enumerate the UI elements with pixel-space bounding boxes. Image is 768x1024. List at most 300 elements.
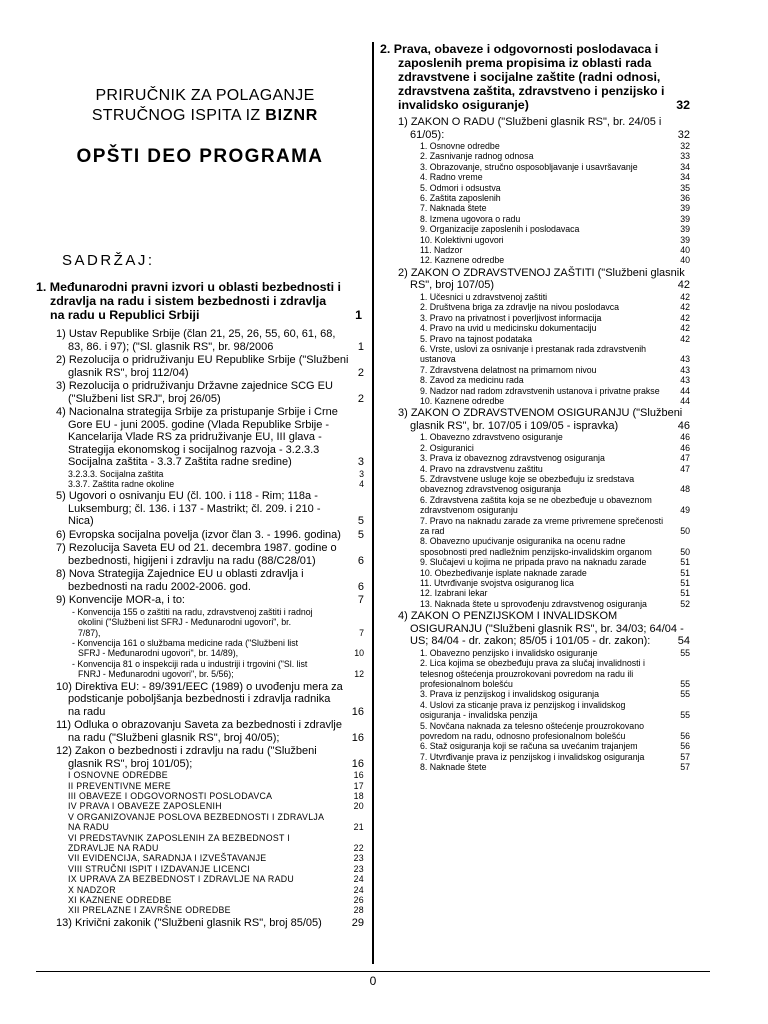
toc-entry-line [420,151,720,161]
toc-page-number: 7 [357,594,364,607]
toc-entry [420,344,720,365]
toc-entry-line [68,874,364,884]
toc-entry-line [420,648,720,658]
toc-entry-text: 61/05): [410,128,445,141]
toc-entry-text: 12. Kaznene odredbe [420,255,505,266]
toc-entry-line [72,638,364,648]
toc-page-number: 32 [677,128,690,141]
toc-entry-line [380,70,720,84]
toc-page-number: 22 [353,843,364,853]
toc-entry-text: 1. Međunarodni pravni izvori u oblasti bezbednosti i [36,280,341,294]
toc-entry [56,719,364,744]
toc-entry [420,172,720,182]
toc-page-number: 3 [357,456,364,468]
toc-entry-text: 8. Obavezno upućivanje osiguranika na ocenu radne [420,536,626,547]
toc-entry-line [72,607,364,617]
toc-entry [420,464,720,474]
toc-entry-line [72,648,364,658]
toc-page-number: 24 [353,874,364,885]
toc-entry [420,648,720,658]
toc-entry [420,700,720,721]
toc-entry [420,255,720,265]
right-column [380,0,720,962]
toc-entry-line [420,203,720,213]
toc-entry-line [380,42,720,56]
handbook-title-acronym: BIZNR [265,107,319,124]
toc-entry-line [420,214,720,224]
toc-page-number: 1 [357,340,364,353]
toc-entry-line [56,328,364,341]
left-column [36,0,364,962]
toc-entry [420,365,720,375]
toc-entry-text: 9) Konvencije MOR-a, i to: [56,594,185,607]
toc-entry-text: za rad [420,526,445,536]
toc-page-number: 32 [680,141,690,151]
handbook-title-text: STRUČNOG ISPITA IZ [91,107,261,124]
toc-entry-text: 8. Naknade štete [420,762,487,773]
toc-entry-line [420,365,720,375]
toc-entry-line [36,308,364,322]
toc-entry [68,905,364,915]
toc-page-number: 32 [676,98,690,112]
toc-entry-line [420,323,720,333]
toc-entry-text: ("Službeni list SRJ", broj 26/05) [68,392,221,405]
toc-entry-line [398,420,720,433]
toc-entry-text: 4. Uslovi za sticanje prava iz penzijskog i invalidskog [420,699,626,710]
toc-entry-text: 3. Prava iz obaveznog zdravstvenog osiguranja [420,453,605,464]
toc-entry [398,610,720,648]
toc-entry-line [420,588,720,598]
toc-entry-text: 4. Pravo na uvid u medicinsku dokumentaciju [420,323,597,334]
toc-page-number: 34 [680,172,690,183]
toc-page-number: 43 [680,375,690,386]
toc-entry-line [56,719,364,732]
toc-entry [56,917,364,930]
toc-page-number: 48 [680,484,690,495]
toc-entry-text: 7. Zdravstvena delatnost na primarnom nivou [420,364,597,375]
toc-entry-text: okolini ("Službeni list SFRJ - Međunarodni ugovori", br. [78,617,292,628]
toc-entry [56,542,364,567]
toc-entry [420,292,720,302]
toc-entry-line [56,444,364,457]
toc-entry [56,354,364,379]
toc-entry-line [68,822,364,832]
toc-entry-text: 3.2.3.3. Socijalna zaštita [68,468,164,479]
toc-entry-line [56,693,364,706]
toc-entry-line [68,479,364,489]
toc-page-number: 34 [680,161,690,172]
toc-entry-text: 3. Obrazovanje, stručno osposobljavanje i usavršavanje [420,161,638,172]
toc-entry [420,151,720,161]
toc-entry-text: 2) ZAKON O ZDRAVSTVENOJ ZAŠTITI ("Službeni glasnik [398,266,685,279]
table-of-contents-right [380,42,720,773]
toc-entry-line [56,732,364,745]
toc-entry [56,406,364,469]
toc-entry [420,162,720,172]
toc-entry-line [420,224,720,234]
toc-entry [56,594,364,607]
toc-entry [420,203,720,213]
toc-entry-text: 11) Odluka o obrazovanju Saveta za bezbednosti i zdravlje [56,719,342,732]
toc-entry-line [72,628,364,638]
toc-entry-text: 10. Kolektivni ugovori [420,234,504,245]
toc-entry-text: 1) ZAKON O RADU ("Službeni glasnik RS", br. 24/05 i [398,116,662,128]
toc-page-number: 20 [353,801,364,812]
toc-page-number: 18 [353,790,364,801]
toc-page-number: 42 [680,312,690,323]
toc-entry [420,557,720,567]
toc-entry-line [56,354,364,367]
handbook-title-line-1: PRIRUČNIK ZA POLAGANJE [95,87,315,104]
handbook-title [46,86,364,126]
toc-page-number: 46 [680,432,690,443]
toc-entry-text: 11. Utvrđivanje svojstva osiguranog lica [420,578,574,589]
toc-entry-line [56,555,364,568]
toc-entry-text: 1. Osnovne odredbe [420,141,500,151]
toc-entry [420,762,720,772]
toc-entry-line [398,116,720,129]
toc-entry-text: 12) Zakon o bezbednosti i zdravlju na radu ("Službeni [56,745,317,758]
toc-entry-line [420,689,720,699]
toc-entry-line [56,681,364,694]
toc-entry [420,302,720,312]
toc-page-number: 42 [677,279,690,292]
toc-entry-line [68,801,364,811]
toc-entry-line [68,770,364,780]
toc-entry [56,529,364,542]
toc-entry-line [420,183,720,193]
toc-page-number: 57 [680,762,690,773]
toc-entry-text: 7/87), [78,627,101,638]
toc-page-number: 3 [359,468,364,479]
toc-entry [420,516,720,537]
toc-entry-text: zdravlja na radu i sistem bezbednosti i zdravlja [50,294,327,308]
toc-entry-text: Strategija ekonomskog i socijalnog razvoja - 3.2.3.3 [68,443,320,456]
toc-entry [68,781,364,791]
toc-entry-line [68,905,364,915]
toc-entry-line [420,344,720,354]
toc-entry [420,536,720,557]
toc-entry-text: 9. Slučajevi u kojima ne pripada pravo na naknadu zarade [420,557,647,568]
toc-entry-line [68,864,364,874]
toc-entry-line [420,396,720,406]
toc-entry [56,328,364,353]
toc-entry-text: V ORGANIZOVANJE POSLOVA BEZBEDNOSTI I ZDRAVLJA [68,811,325,822]
toc-entry-text: telesnog oštećenja prouzrokovani povredom na radu ili [420,668,634,679]
toc-page-number: 6 [357,580,364,593]
toc-entry-text: 5. Zdravstvene usluge koje se obezbeđuju iz sredstava [420,473,635,484]
toc-entry-line [68,791,364,801]
toc-entry [420,568,720,578]
toc-page-number: 2 [357,392,364,405]
toc-entry-line [380,98,720,112]
toc-entry-text: II PREVENTIVNE MERE [68,780,171,791]
toc-entry-line [420,741,720,751]
toc-entry-text: NA RADU [68,822,110,833]
toc-entry-line [420,302,720,312]
toc-entry-text: Gore EU - juni 2005. godine (Vlada Republike Srbije - [68,418,330,431]
toc-entry-text: 8) Nova Strategija Zajednice EU u oblasti zdravlja i [56,568,304,581]
toc-entry-line [68,853,364,863]
toc-entry [68,885,364,895]
toc-entry-text: 2. Društvena briga za zdravlje na nivou poslodavca [420,302,620,313]
toc-entry [420,495,720,516]
toc-entry-line [420,162,720,172]
toc-page-number: 55 [680,689,690,700]
toc-entry-text: 7) Rezolucija Saveta EU od 21. decembra 1987. godine o [56,542,337,555]
toc-section-heading [36,280,364,322]
toc-entry-line [420,752,720,762]
toc-entry-line [56,706,364,719]
toc-entry-text: - Konvencija 155 o zaštiti na radu, zdravstvenoj zaštiti i radnoj [72,606,313,617]
column-divider [372,42,374,964]
toc-entry [68,770,364,780]
toc-entry-line [420,474,720,484]
toc-entry-text: 4) ZAKON O PENZIJSKOM I INVALIDSKOM [398,610,618,623]
toc-page-number: 51 [680,578,690,589]
toc-entry-line [420,669,720,679]
toc-entry-line [420,292,720,302]
toc-entry [420,375,720,385]
toc-entry [420,474,720,495]
toc-entry-text: 3) ZAKON O ZDRAVSTVENOM OSIGURANJU ("Službeni [398,407,683,420]
toc-entry [420,323,720,333]
toc-entry-line [420,172,720,182]
toc-entry [420,689,720,699]
toc-entry-line [56,515,364,528]
toc-entry-text: 6. Zdravstvena zaštita koja se ne obezbeđuje u obaveznom [420,494,652,505]
toc-page-number: 47 [680,453,690,464]
toc-entry [420,721,720,742]
toc-entry [420,752,720,762]
toc-entry [68,479,364,489]
toc-entry-text: 3) Rezolucija o pridruživanju Državne zajednice SCG EU [56,380,333,392]
toc-entry-line [56,490,364,503]
toc-page-number: 1 [355,308,362,322]
toc-page-number: 39 [680,234,690,245]
toc-entry-line [56,594,364,607]
toc-page-number: 40 [680,245,690,256]
toc-entry [420,658,720,689]
toc-page-number: 52 [680,598,690,609]
handbook-title-line-2 [46,106,364,126]
toc-entry-text: XI KAZNENE ODREDBE [68,895,172,906]
toc-entry [68,801,364,811]
toc-page-number: 26 [353,895,364,906]
toc-entry-line [56,419,364,432]
toc-entry [68,864,364,874]
toc-entry-line [72,617,364,627]
toc-entry-text: 8. Izmena ugovora o radu [420,213,521,224]
toc-entry-line [420,443,720,453]
toc-entry-text: 4) Nacionalna strategija Srbije za pristupanje Srbije i Crne [56,406,338,418]
toc-entry-line [56,542,364,555]
toc-page-number: 12 [354,669,364,680]
toc-page-number: 6 [357,554,364,567]
toc-entry [72,607,364,638]
toc-entry-text: ustanova [420,354,456,365]
toc-entry-text: 6. Staž osiguranja koji se računa sa uvećanim trajanjem [420,741,638,752]
toc-entry-text: zdravstvena zaštita, zdravstveno i penzijsko i [398,84,665,98]
toc-entry-text: 6) Evropska socijalna povelja (izvor član 3. - 1996. godina) [56,528,341,541]
toc-page-number: 10 [354,648,364,659]
toc-page-number: 55 [680,678,690,689]
toc-entry [420,235,720,245]
toc-entry-text: RS", broj 107/05) [410,279,495,292]
toc-entry-line [56,581,364,594]
toc-entry-line [56,431,364,444]
toc-page-number: 5 [357,515,364,528]
toc-page-number: 16 [353,770,364,781]
toc-section-heading [380,42,720,112]
toc-entry-line [420,432,720,442]
toc-entry-line [420,731,720,741]
toc-entry-text: 6. Zaštita zaposlenih [420,193,501,204]
toc-page-number: 56 [680,741,690,752]
toc-entry-line [420,599,720,609]
toc-page-number: 7 [359,627,364,638]
toc-page-number: 23 [353,853,364,864]
toc-entry-line [420,334,720,344]
toc-entry-text: - Konvencija 161 o službama medicine rada ("Službeni list [72,638,299,649]
toc-entry-text: zaposlenih prema propisima iz oblasti rada [398,56,652,70]
toc-entry-line [420,505,720,515]
toc-entry-line [420,313,720,323]
toc-page-number: 51 [680,557,690,568]
toc-entry-line [398,129,720,142]
toc-entry-text: 83, 86. i 97); ("Sl. glasnik RS", br. 98/2006 [68,340,274,353]
toc-entry [420,334,720,344]
toc-entry-text: Kancelarija Vlade RS za pridruživanje EU, III glava - [68,431,322,443]
toc-page-number: 16 [351,757,364,770]
toc-entry-text: Socijalna zaštita - 3.3.7 Zaštita radne sredine) [68,456,292,468]
toc-entry-text: 11. Nadzor [420,245,463,256]
toc-entry [68,469,364,479]
toc-entry-line [56,456,364,469]
toc-entry-text: 10. Obezbeđivanje isplate naknade zarade [420,567,587,578]
toc-entry [398,407,720,432]
toc-entry [420,396,720,406]
toc-page-number: 46 [680,442,690,453]
toc-entry-line [56,367,364,380]
toc-page-number: 42 [680,302,690,313]
toc-entry [68,791,364,801]
toc-entry-text: 4. Pravo na zdravstvenu zaštitu [420,463,543,474]
toc-entry-text: 3. Pravo na privatnost i poverljivost informacija [420,312,602,323]
toc-entry [56,745,364,770]
toc-entry-text: 9. Organizacije zaposlenih i poslodavaca [420,224,580,235]
toc-entry [56,681,364,719]
toc-entry-line [56,568,364,581]
toc-entry [398,116,720,141]
toc-entry-line [398,407,720,420]
toc-entry-line [36,280,364,294]
toc-page-number: 28 [353,905,364,916]
toc-entry-line [398,610,720,623]
toc-entry-line [68,833,364,843]
toc-entry [420,443,720,453]
toc-entry-text: na radu ("Službeni glasnik RS", broj 40/05); [68,731,280,744]
toc-entry-line [420,386,720,396]
toc-entry-line [56,380,364,393]
toc-entry-text: VIII STRUČNI ISPIT I IZDAVANJE LICENCI [68,863,250,874]
toc-entry-line [56,745,364,758]
toc-entry [56,490,364,528]
toc-page-number: 50 [680,546,690,557]
toc-entry-text: I OSNOVNE ODREDBE [68,770,168,781]
contents-heading: SADRŽAJ: [62,252,155,269]
toc-page-number: 29 [351,916,364,929]
toc-entry-text: SFRJ - Međunarodni ugovori", br. 14/89), [78,648,239,659]
toc-entry-line [68,812,364,822]
program-title: OPŠTI DEO PROGRAMA [76,146,324,167]
toc-entry-text: 1) Ustav Republike Srbije (član 21, 25, 26, 55, 60, 61, 68, [56,328,336,340]
toc-entry [72,638,364,659]
toc-entry-text: 7. Naknada štete [420,203,487,214]
toc-entry-line [420,245,720,255]
toc-page-number: 44 [680,385,690,396]
toc-page-number: 55 [680,647,690,658]
toc-entry-line [68,885,364,895]
toc-entry-line [420,658,720,668]
toc-entry-text: 1. Obavezno penzijsko i invalidsko osiguranje [420,647,598,658]
toc-entry [68,812,364,833]
toc-entry [420,453,720,463]
toc-entry-line [420,354,720,364]
toc-entry-text: 13. Naknada štete u sprovođenju zdravstvenog osiguranja [420,598,647,609]
toc-entry-text: povredom na radu, odnosno profesionalnom bolešću [420,731,626,741]
toc-page-number: 56 [680,731,690,741]
toc-entry-text: 5. Pravo na tajnost podataka [420,333,532,344]
toc-entry-line [420,193,720,203]
toc-entry-text: 9. Nadzor nad radom zdravstvenih ustanova i privatne prakse [420,385,660,396]
toc-entry-line [56,758,364,771]
toc-page-number: 39 [680,213,690,224]
toc-entry-text: 12. Izabrani lekar [420,588,488,599]
toc-entry-line [56,529,364,542]
toc-entry-text: bezbednosti na radu 2002-2006. god. [68,580,251,593]
toc-entry-text: 5) Ugovori o osnivanju EU (čl. 100. i 118 - Rim; 118a - [56,490,318,503]
toc-entry-line [56,393,364,406]
toc-page-number: 39 [680,203,690,214]
toc-entry [398,267,720,292]
toc-page-number: 54 [677,635,690,648]
toc-entry-line [420,255,720,265]
toc-entry-line [420,235,720,245]
toc-entry-text: OSIGURANJU ("Službeni glasnik RS", br. 34/03; 64/04 - [410,622,684,635]
toc-entry [56,568,364,593]
toc-entry-line [56,917,364,930]
toc-page-number: 51 [680,588,690,599]
toc-entry-text: na radu u Republici Srbiji [50,308,200,322]
toc-entry-text: 5. Odmori i odsustva [420,182,501,193]
toc-entry-text: 1. Učesnici u zdravstvenoj zaštiti [420,291,548,302]
toc-entry-text: sposobnosti pred nadležnim penzijsko-invalidskim organom [420,546,652,557]
toc-page-number: 42 [680,323,690,334]
toc-entry [420,386,720,396]
toc-page-number: 2 [357,366,364,379]
toc-page-number: 33 [680,151,690,162]
toc-entry-text: VII EVIDENCIJA, SARADNJA I IZVEŠTAVANJE [68,853,267,864]
toc-entry [68,833,364,854]
toc-entry-line [72,669,364,679]
toc-entry-line [420,484,720,494]
toc-entry-line [68,781,364,791]
toc-entry-line [420,710,720,720]
toc-entry-text: bezbednosti, higijeni i zdravlju na radu (88/C28/01) [68,554,316,567]
toc-page-number: 17 [353,780,364,791]
toc-entry-text: FNRJ - Međunarodni ugovori", br. 5/56); [78,669,234,680]
